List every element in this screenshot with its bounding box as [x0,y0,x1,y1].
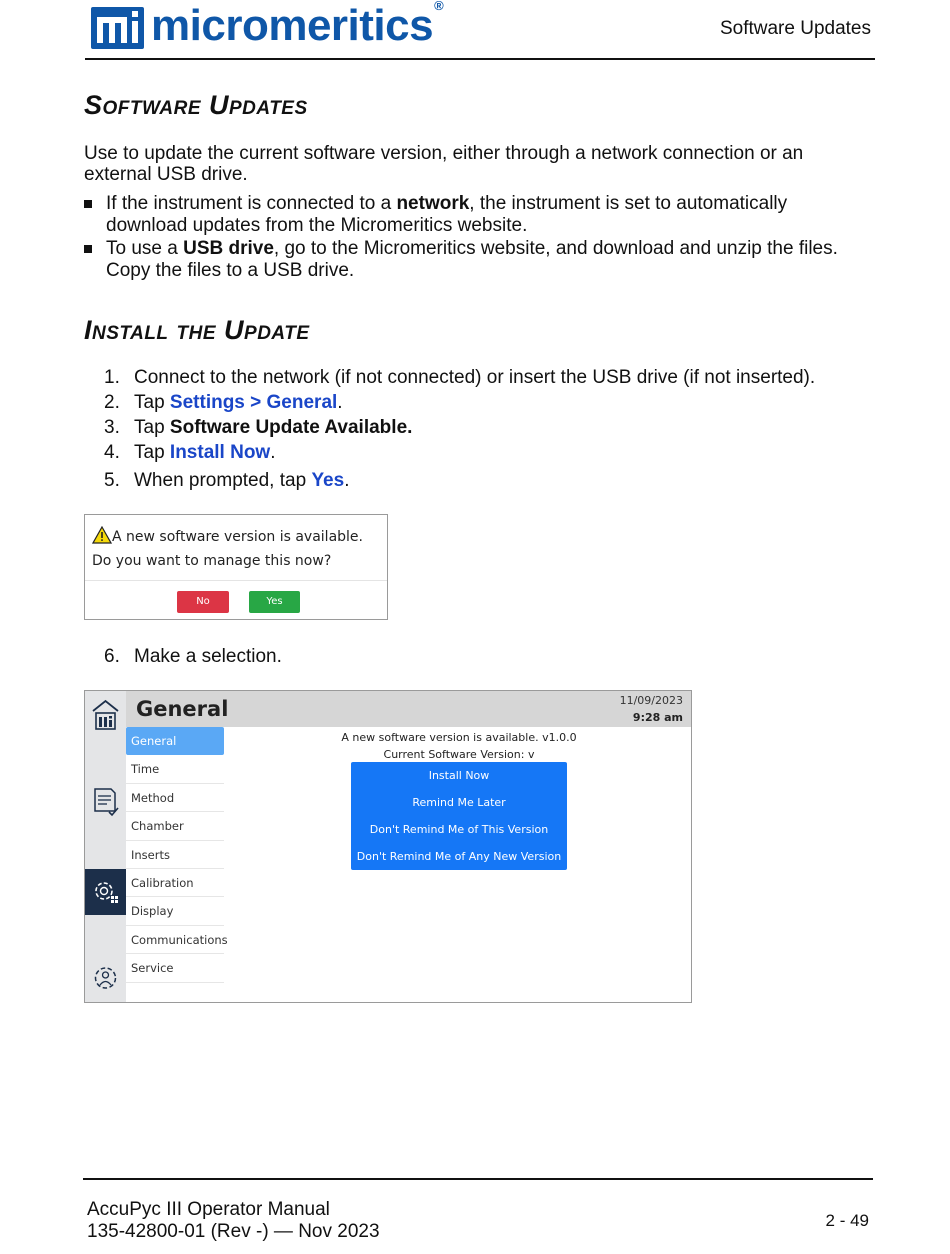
remind-me-later-button[interactable]: Remind Me Later [412,796,506,809]
date-display: 11/09/2023 [619,694,683,707]
update-available-message: A new software version is available. v1.0.0 Current Software Version: v [341,731,577,761]
warning-icon [92,526,112,544]
logo-mark-icon [91,7,144,49]
time-display: 9:28 am [632,711,683,724]
nav-rail [85,691,126,1002]
footer-manual-title: AccuPyc III Operator Manual [87,1199,330,1220]
update-prompt-dialog [84,514,388,620]
menu-item-calibration[interactable]: Calibration [126,869,224,897]
page-number: 2 - 49 [825,1211,869,1230]
dont-remind-any-version-button[interactable]: Don't Remind Me of Any New Version [356,850,562,863]
general-settings-screen [84,690,692,1003]
intro-paragraph: Use to update the current software version, either through a network connection or an external USB drive. [84,143,804,185]
menu-item-general[interactable]: General [126,727,224,755]
yes-button[interactable]: Yes [249,591,300,613]
settings-icon[interactable] [85,869,126,915]
title-bar [126,691,691,727]
menu-item-service[interactable]: Service [126,954,224,982]
dialog-divider [85,580,387,581]
install-now-button[interactable]: Install Now [428,769,490,782]
menu-item-inserts[interactable]: Inserts [126,841,224,869]
menu-item-chamber[interactable]: Chamber [126,812,224,840]
bullet-square-icon [84,245,92,253]
screen-title: General [136,697,229,721]
update-choice-panel [351,762,567,870]
dont-remind-this-version-button[interactable]: Don't Remind Me of This Version [369,823,549,836]
footer-divider [83,1178,873,1180]
no-button[interactable]: No [177,591,229,613]
bullet-square-icon [84,200,92,208]
section-heading-software-updates: Software Updates [84,90,308,120]
menu-item-time[interactable]: Time [126,755,224,783]
menu-item-communications[interactable]: Communications [126,926,224,954]
header-title: Software Updates [719,18,871,39]
method-checklist-icon[interactable] [85,779,126,825]
home-icon[interactable] [85,693,126,739]
menu-item-display[interactable]: Display [126,897,224,925]
header-divider [85,58,875,60]
settings-menu [126,727,228,983]
menu-item-method[interactable]: Method [126,784,224,812]
footer-doc-id: 135-42800-01 (Rev -) — Nov 2023 [87,1221,380,1242]
dialog-message: A new software version is available. Do you want to manage this now? [92,525,384,573]
micromeritics-logo: micromeritics® [91,7,431,53]
section-heading-install-update: Install the Update [84,315,310,345]
service-user-icon[interactable] [85,957,126,1003]
